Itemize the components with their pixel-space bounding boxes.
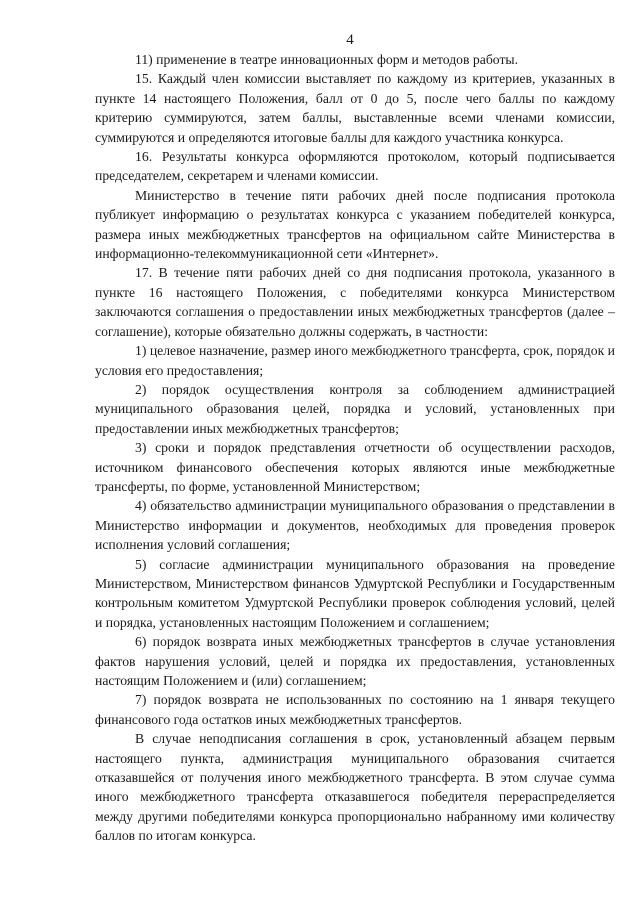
list-item-1: 1) целевое назначение, размер иного межбюджетного трансферта, срок, порядок и условия его предоставления; (95, 343, 615, 378)
list-item-4: 4) обязательство администрации муниципального образования о представлении в Министерство информации и документов, необходимых для проведения проверок исполнения условий соглашения; (95, 498, 615, 553)
list-item-3: 3) сроки и порядок представления отчетности об осуществлении расходов, источником финансового обеспечения которых являются иные межбюджетные трансферты, по форме, установленной Министерством; (95, 440, 615, 494)
paragraph-publication: Министерство в течение пяти рабочих дней после подписания протокола публикует информацию о результатах конкурса с указанием победителей конкурса, размера иных межбюджетных трансфертов на официальном сайте Министерства в информационно-телекоммуникационной сети «Интернет». (95, 187, 615, 262)
list-item-7: 7) порядок возврата не использованных по состоянию на 1 января текущего финансового года остатков иных межбюджетных трансфертов. (95, 692, 615, 727)
paragraph-non-signing: В случае неподписания соглашения в срок, установленный абзацем первым настоящего пункта, администрация муниципального образования считается отказавшейся от получения иного межбюджетного трансферта. В этом случае сумма иного межбюджетного трансферта отказавшегося победителя перераспределяется между другими победителями конкурса пропорционально набранному ими количеству баллов по итогам конкурса. (95, 731, 615, 844)
paragraph-clause-15: 15. Каждый член комиссии выставляет по каждому из критериев, указанных в пункте 14 настоящего Положения, балл от 0 до 5, после чего баллы по каждому критерию суммируются, затем баллы, выставленные всеми членами комиссии, суммируются и определяются итоговые баллы для каждого участника конкурса. (95, 71, 615, 145)
list-item-5: 5) согласие администрации муниципального образования на проведение Министерством, Министерством финансов Удмуртской Республики и Государственным контрольным комитетом Удмуртской Республики проверок соблюдения условий, целей и порядка, установленных настоящим Положением и соглашением; (95, 556, 615, 630)
list-item-2: 2) порядок осуществления контроля за соблюдением администрацией муниципального образования целей, порядка и условий, установленных при предоставлении иных межбюджетных трансфертов; (95, 381, 615, 436)
paragraph-clause-17: 17. В течение пяти рабочих дней со дня подписания протокола, указанного в пункте 16 настоящего Положения, с победителями конкурса Министерством заключаются соглашения о предоставлении иных межбюджетных трансфертов (далее – соглашение), которые обязательно должны содержать, в частности: (95, 265, 615, 339)
paragraph-clause-16: 16. Результаты конкурса оформляются протоколом, который подписывается председателем, секретарем и членами комиссии. (95, 149, 615, 184)
page-number: 4 (346, 32, 354, 48)
paragraph-item-11: 11) применение в театре инновационных форм и методов работы. (135, 52, 519, 67)
list-item-6: 6) порядок возврата иных межбюджетных трансфертов в случае установления фактов нарушения условий, целей и порядка их предоставления, установленных настоящим Положением и (или) соглашением; (95, 634, 615, 688)
document-body (95, 50, 615, 846)
